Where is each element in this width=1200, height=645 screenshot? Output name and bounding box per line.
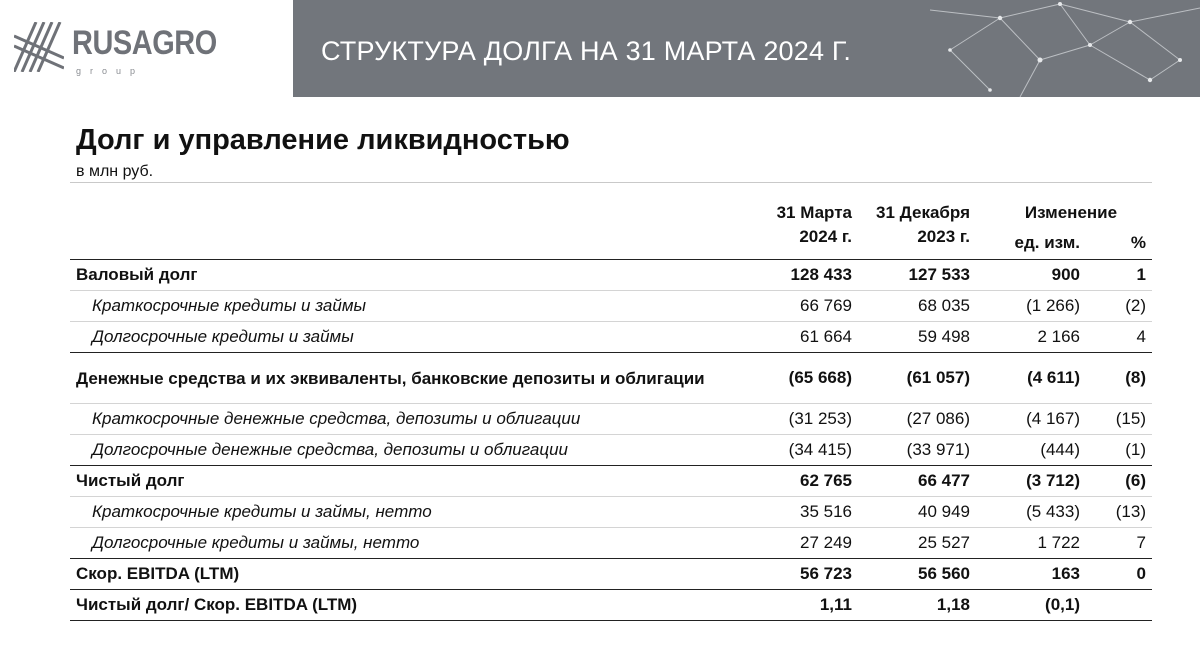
- value-mar-2024: 62 765: [740, 466, 858, 497]
- table-row: [70, 528, 1152, 559]
- change-pct: (8): [1086, 353, 1152, 404]
- value-mar-2024: 27 249: [740, 528, 858, 559]
- value-dec-2023: 25 527: [858, 528, 976, 559]
- value-mar-2024: 61 664: [740, 322, 858, 353]
- unit-note: в млн руб.: [76, 163, 154, 180]
- col-header-mar-2024-line1: 31 Марта: [776, 203, 852, 222]
- table-row: [70, 404, 1152, 435]
- table-row: [70, 466, 1152, 497]
- table-row: [70, 260, 1152, 291]
- change-pct: (13): [1086, 497, 1152, 528]
- table-header-row-2: [70, 223, 1152, 260]
- col-header-abs: ед. изм.: [1014, 233, 1080, 252]
- col-header-pct: %: [1130, 233, 1146, 252]
- table-row: [70, 435, 1152, 466]
- row-label: Долгосрочные кредиты и займы, нетто: [70, 528, 740, 559]
- value-mar-2024: 1,11: [740, 590, 858, 621]
- change-pct: [1086, 590, 1152, 621]
- value-dec-2023: 66 477: [858, 466, 976, 497]
- row-label: Краткосрочные денежные средства, депозиты и облигации: [70, 404, 740, 435]
- change-pct: 7: [1086, 528, 1152, 559]
- section-heading: Долг и управление ликвидностью: [76, 124, 570, 156]
- logo-sub: group: [76, 66, 145, 76]
- change-abs: (4 611): [976, 353, 1086, 404]
- row-label: Денежные средства и их эквиваленты, банковские депозиты и облигации: [70, 353, 740, 404]
- value-dec-2023: 59 498: [858, 322, 976, 353]
- row-label: Чистый долг/ Скор. EBITDA (LTM): [70, 590, 740, 621]
- value-dec-2023: (27 086): [858, 404, 976, 435]
- col-header-mar-2024-line2: 2024 г.: [799, 227, 852, 246]
- row-label: Долгосрочные кредиты и займы: [70, 322, 740, 353]
- change-abs: 2 166: [976, 322, 1086, 353]
- table-body: [70, 260, 1152, 621]
- change-abs: 1 722: [976, 528, 1086, 559]
- value-mar-2024: 56 723: [740, 559, 858, 590]
- change-abs: (0,1): [976, 590, 1086, 621]
- col-header-change: Изменение: [1024, 203, 1118, 222]
- value-dec-2023: 40 949: [858, 497, 976, 528]
- change-pct: (2): [1086, 291, 1152, 322]
- value-dec-2023: 56 560: [858, 559, 976, 590]
- value-dec-2023: 127 533: [858, 260, 976, 291]
- value-dec-2023: (33 971): [858, 435, 976, 466]
- header: [0, 0, 1200, 97]
- table-row: [70, 322, 1152, 353]
- change-abs: (444): [976, 435, 1086, 466]
- change-abs: (1 266): [976, 291, 1086, 322]
- table-row: [70, 559, 1152, 590]
- change-pct: (15): [1086, 404, 1152, 435]
- table-row: [70, 353, 1152, 404]
- value-dec-2023: 68 035: [858, 291, 976, 322]
- slide-title: СТРУКТУРА ДОЛГА НА 31 МАРТА 2024 Г.: [321, 36, 852, 66]
- row-label: Чистый долг: [70, 466, 740, 497]
- logo-name: RUSAGRO: [72, 24, 217, 62]
- change-pct: (6): [1086, 466, 1152, 497]
- change-abs: (4 167): [976, 404, 1086, 435]
- row-label: Краткосрочные кредиты и займы, нетто: [70, 497, 740, 528]
- logo: [0, 0, 293, 97]
- row-label: Долгосрочные денежные средства, депозиты и облигации: [70, 435, 740, 466]
- table-header-row-1: [70, 183, 1152, 224]
- value-mar-2024: 35 516: [740, 497, 858, 528]
- change-pct: 0: [1086, 559, 1152, 590]
- value-mar-2024: (65 668): [740, 353, 858, 404]
- col-header-dec-2023-line2: 2023 г.: [917, 227, 970, 246]
- table-row: [70, 590, 1152, 621]
- col-header-dec-2023-line1: 31 Декабря: [876, 203, 970, 222]
- value-dec-2023: (61 057): [858, 353, 976, 404]
- change-pct: (1): [1086, 435, 1152, 466]
- rusagro-logo-icon: [14, 22, 64, 72]
- value-mar-2024: 128 433: [740, 260, 858, 291]
- value-mar-2024: (31 253): [740, 404, 858, 435]
- row-label: Скор. EBITDA (LTM): [70, 559, 740, 590]
- change-abs: 900: [976, 260, 1086, 291]
- value-mar-2024: 66 769: [740, 291, 858, 322]
- change-pct: 1: [1086, 260, 1152, 291]
- change-abs: (5 433): [976, 497, 1086, 528]
- value-mar-2024: (34 415): [740, 435, 858, 466]
- row-label: Краткосрочные кредиты и займы: [70, 291, 740, 322]
- value-dec-2023: 1,18: [858, 590, 976, 621]
- change-abs: 163: [976, 559, 1086, 590]
- change-pct: 4: [1086, 322, 1152, 353]
- row-label: Валовый долг: [70, 260, 740, 291]
- network-decoration-icon: [930, 0, 1200, 97]
- title-bar: [293, 0, 1200, 97]
- table-row: [70, 497, 1152, 528]
- debt-table: [70, 182, 1152, 621]
- change-abs: (3 712): [976, 466, 1086, 497]
- table-row: [70, 291, 1152, 322]
